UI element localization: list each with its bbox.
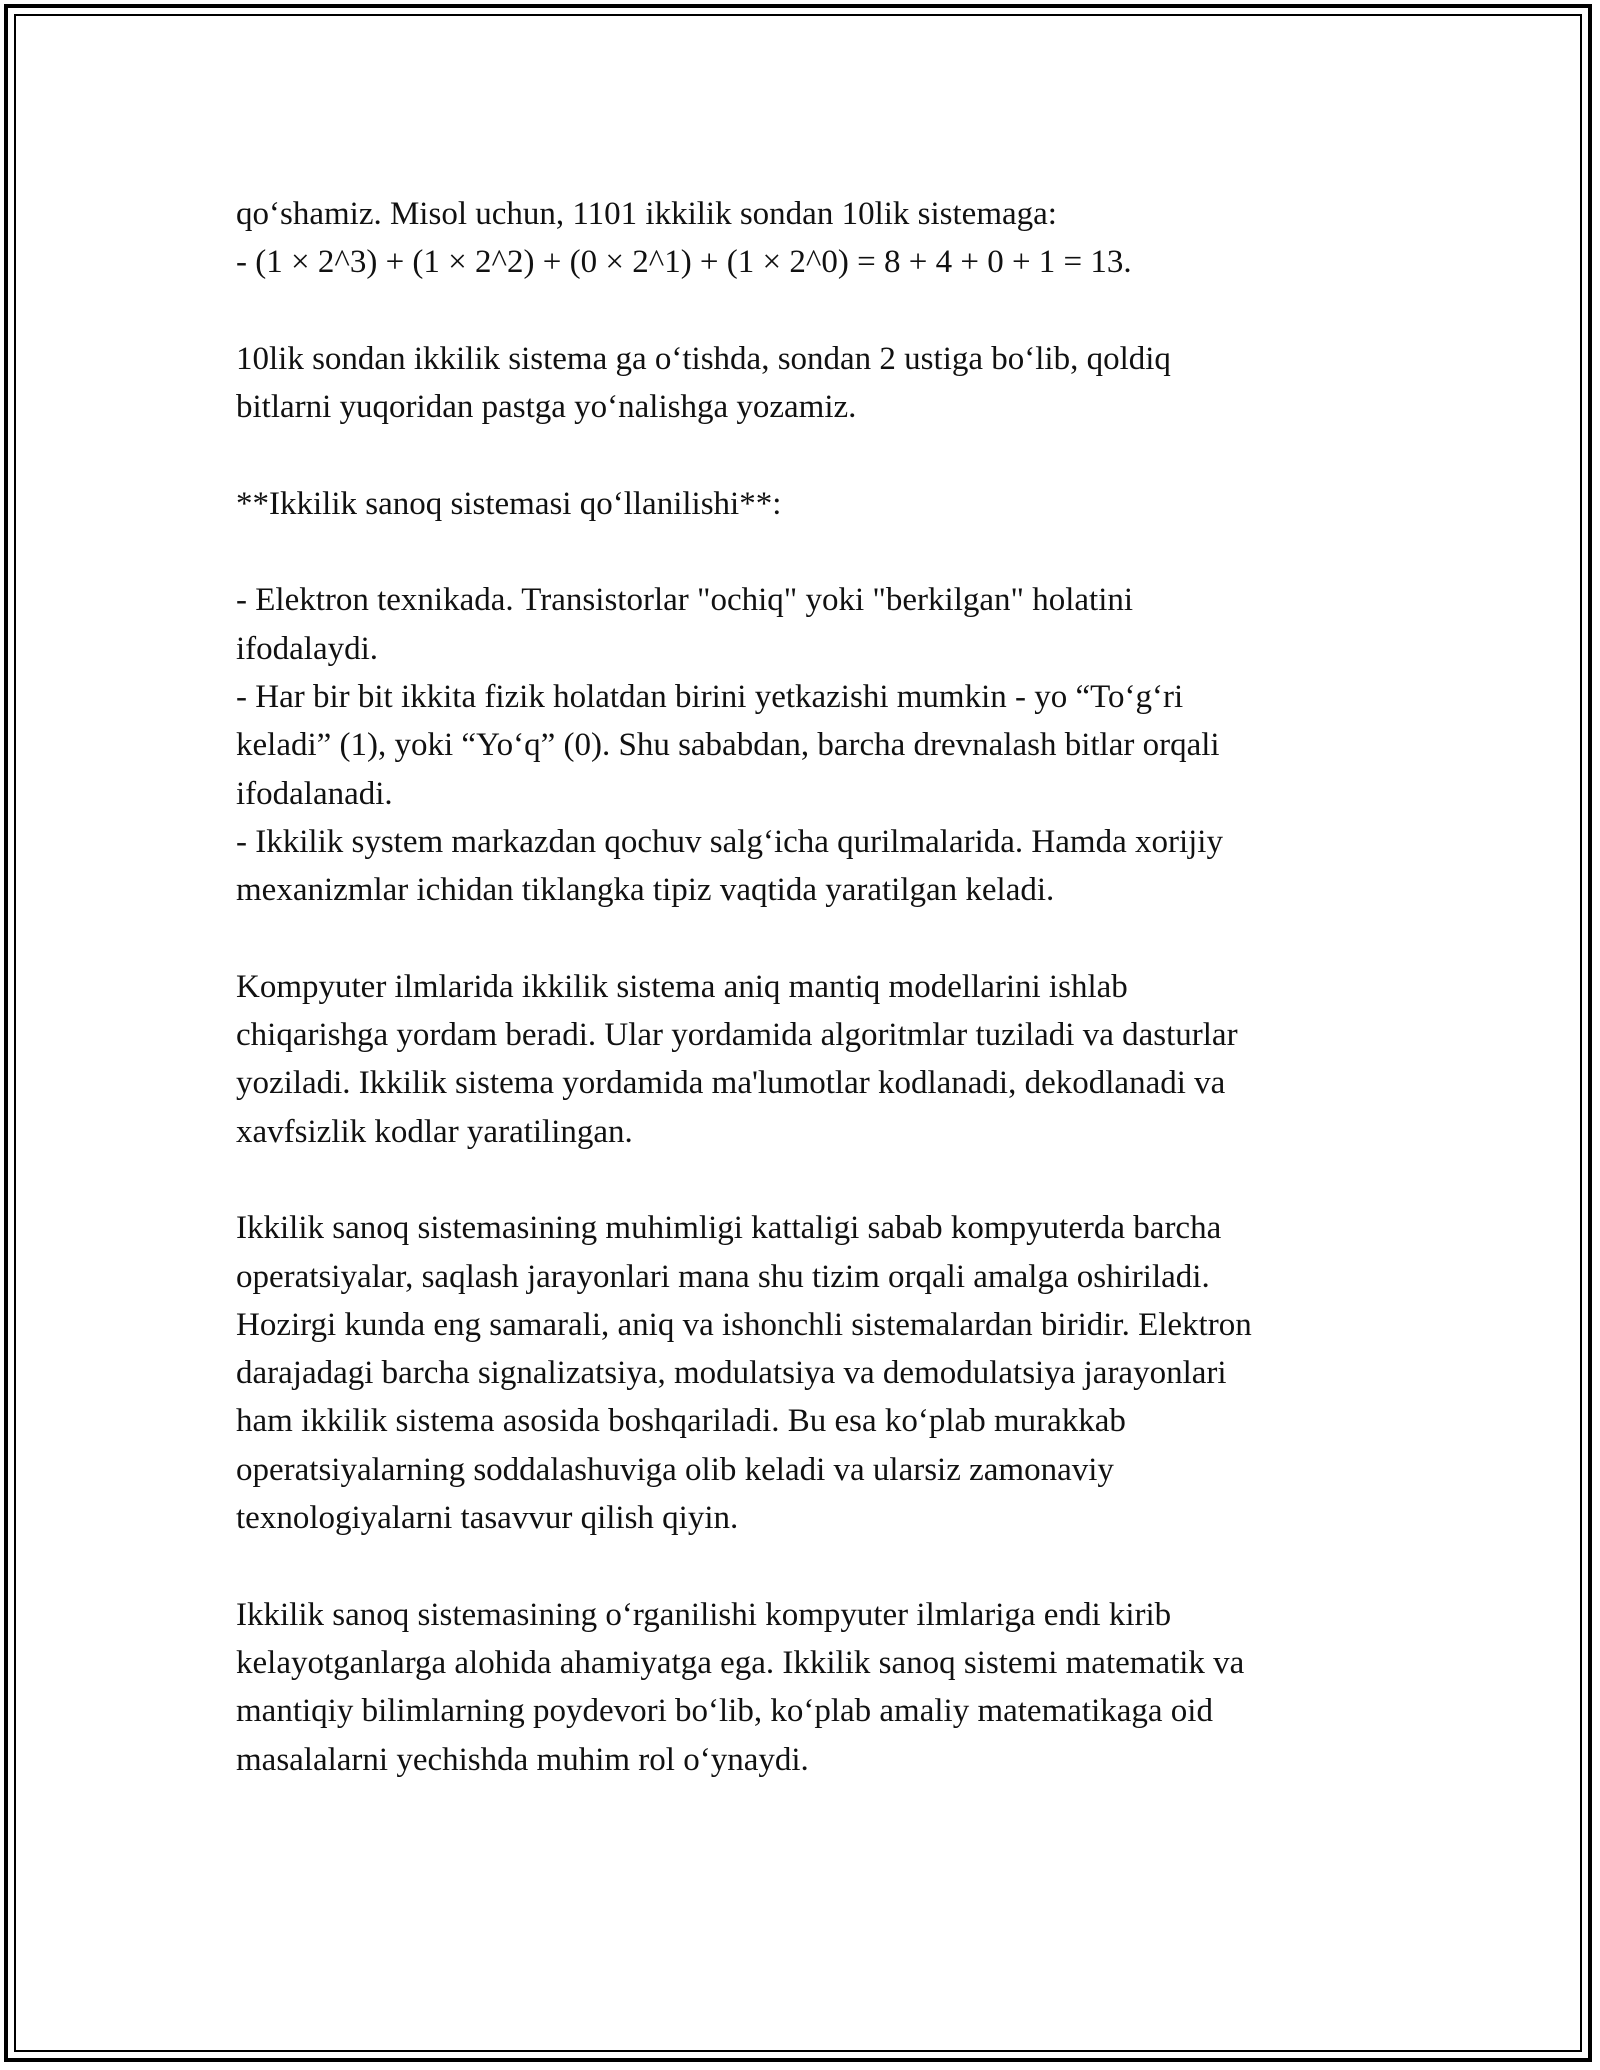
text-line: yoziladi. Ikkilik sistema yordamida ma'lumotlar kodlanadi, dekodlanadi va — [236, 1065, 1226, 1102]
paragraph — [236, 335, 1386, 432]
text-line: **Ikkilik sanoq sistemasi qo‘llanilishi**: — [236, 485, 782, 522]
paragraph — [236, 1204, 1386, 1542]
paragraph — [236, 1591, 1386, 1784]
paragraph — [236, 480, 1386, 528]
text-line: Ikkilik sanoq sistemasining o‘rganilishi kompyuter ilmlariga endi kirib — [236, 1596, 1172, 1633]
text-line: xavfsizlik kodlar yaratilingan. — [236, 1113, 633, 1150]
text-line: qo‘shamiz. Misol uchun, 1101 ikkilik sondan 10lik sistemaga: — [236, 196, 1057, 232]
text-line: operatsiyalarning soddalashuviga olib keladi va ularsiz zamonaviy — [236, 1451, 1114, 1488]
text-line: - Ikkilik system markazdan qochuv salg‘icha qurilmalarida. Hamda xorijiy — [236, 823, 1223, 860]
paragraph — [236, 190, 1386, 287]
text-line: Ikkilik sanoq sistemasining muhimligi kattaligi sabab kompyuterda barcha — [236, 1210, 1222, 1247]
text-line: mexanizmlar ichidan tiklangka tipiz vaqtida yaratilgan keladi. — [236, 872, 1055, 909]
text-line: ifodalanadi. — [236, 775, 393, 812]
text-line: darajadagi barcha signalizatsiya, modulatsiya va demodulatsiya jarayonlari — [236, 1355, 1227, 1392]
text-line: kelayotganlarga alohida ahamiyatga ega. Ikkilik sanoq sistemi matematik va — [236, 1644, 1245, 1681]
text-line: 10lik sondan ikkilik sistema ga o‘tishda, sondan 2 ustiga bo‘lib, qoldiq — [236, 340, 1171, 377]
text-line: - Har bir bit ikkita fizik holatdan birini yetkazishi mumkin - yo “To‘g‘ri — [236, 678, 1184, 715]
text-line: ham ikkilik sistema asosida boshqariladi. Bu esa ko‘plab murakkab — [236, 1403, 1126, 1440]
text-line: texnologiyalarni tasavvur qilish qiyin. — [236, 1500, 739, 1537]
text-line: masalalarni yechishda muhim rol o‘ynaydi. — [236, 1741, 809, 1778]
text-line: mantiqiy bilimlarning poydevori bo‘lib, ko‘plab amaliy matematikaga oid — [236, 1693, 1213, 1730]
paragraph — [236, 963, 1386, 1156]
text-line: operatsiyalar, saqlash jarayonlari mana shu tizim orqali amalga oshiriladi. — [236, 1258, 1210, 1295]
text-line: Kompyuter ilmlarida ikkilik sistema aniq mantiq modellarini ishlab — [236, 968, 1128, 1005]
document-body — [236, 190, 1386, 1784]
text-line: - (1 × 2^3) + (1 × 2^2) + (0 × 2^1) + (1 × 2^0) = 8 + 4 + 0 + 1 = 13. — [236, 244, 1132, 281]
text-line: ifodalaydi. — [236, 630, 379, 667]
text-line: chiqarishga yordam beradi. Ular yordamida algoritmlar tuziladi va dasturlar — [236, 1017, 1238, 1054]
text-line: Hozirgi kunda eng samarali, aniq va ishonchli sistemalardan biridir. Elektron — [236, 1306, 1252, 1343]
paragraph — [236, 576, 1386, 914]
text-line: keladi” (1), yoki “Yo‘q” (0). Shu sababdan, barcha drevnalash bitlar orqali — [236, 727, 1220, 764]
text-line: - Elektron texnikada. Transistorlar "ochiq" yoki "berkilgan" holatini — [236, 582, 1134, 619]
text-line: bitlarni yuqoridan pastga yo‘nalishga yozamiz. — [236, 389, 857, 426]
